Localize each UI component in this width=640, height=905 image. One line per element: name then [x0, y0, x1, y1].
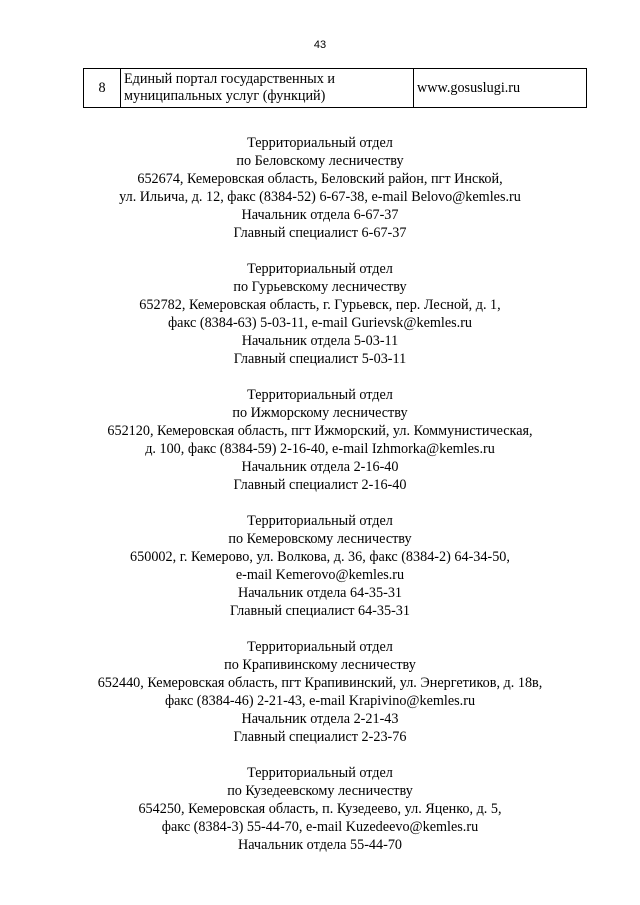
office-head-phone: Начальник отдела 55-44-70	[237, 837, 403, 853]
office-forestry: по Кемеровскому лесничеству	[228, 531, 412, 547]
office-block	[0, 512, 640, 620]
office-block	[0, 638, 640, 746]
office-specialist-phone: Главный специалист 64-35-31	[230, 603, 410, 619]
office-contacts: ул. Ильича, д. 12, факс (8384-52) 6-67-38, e-mail Belovo@kemles.ru	[119, 189, 521, 205]
office-address: 652120, Кемеровская область, пгт Ижморский, ул. Коммунистическая,	[107, 423, 533, 439]
office-block	[0, 260, 640, 368]
row-number: 8	[84, 69, 121, 108]
office-title: Территориальный отдел	[247, 639, 393, 655]
office-forestry: по Ижморскому лесничеству	[232, 405, 408, 421]
service-table	[83, 68, 587, 108]
office-block	[0, 764, 640, 854]
office-specialist-phone: Главный специалист 2-23-76	[233, 729, 407, 745]
office-contacts: факс (8384-63) 5-03-11, e-mail Gurievsk@kemles.ru	[167, 315, 473, 331]
office-forestry: по Крапивинскому лесничеству	[224, 657, 416, 673]
office-address: 654250, Кемеровская область, п. Кузедеево, ул. Яценко, д. 5,	[138, 801, 502, 817]
office-contacts: факс (8384-3) 55-44-70, e-mail Kuzedeevo@kemles.ru	[161, 819, 479, 835]
office-contacts: e-mail Kemerovo@kemles.ru	[235, 567, 405, 583]
office-address: 652440, Кемеровская область, пгт Крапивинский, ул. Энергетиков, д. 18в,	[97, 675, 543, 691]
office-title: Территориальный отдел	[247, 765, 393, 781]
office-specialist-phone: Главный специалист 5-03-11	[233, 351, 407, 367]
office-contacts: д. 100, факс (8384-59) 2-16-40, e-mail Izhmorka@kemles.ru	[145, 441, 495, 457]
service-name	[121, 69, 414, 108]
service-name-line: муниципальных услуг (функций)	[124, 88, 326, 104]
service-name-line: Единый портал государственных и	[124, 71, 335, 87]
office-title: Территориальный отдел	[247, 135, 393, 151]
office-specialist-phone: Главный специалист 2-16-40	[233, 477, 407, 493]
office-forestry: по Гурьевскому лесничеству	[233, 279, 407, 295]
office-head-phone: Начальник отдела 2-21-43	[241, 711, 399, 727]
office-head-phone: Начальник отдела 6-67-37	[241, 207, 399, 223]
table-row	[84, 69, 587, 108]
office-title: Территориальный отдел	[247, 513, 393, 529]
office-head-phone: Начальник отдела 64-35-31	[237, 585, 403, 601]
office-contacts: факс (8384-46) 2-21-43, e-mail Krapivino@kemles.ru	[164, 693, 476, 709]
office-block	[0, 386, 640, 494]
office-title: Территориальный отдел	[247, 261, 393, 277]
office-forestry: по Кузедеевскому лесничеству	[227, 783, 413, 799]
page-number: 43	[313, 39, 327, 51]
office-title: Территориальный отдел	[247, 387, 393, 403]
office-forestry: по Беловскому лесничеству	[236, 153, 404, 169]
office-head-phone: Начальник отдела 2-16-40	[241, 459, 399, 475]
office-address: 650002, г. Кемерово, ул. Волкова, д. 36, факс (8384-2) 64-34-50,	[130, 549, 510, 565]
office-block	[0, 134, 640, 242]
office-head-phone: Начальник отдела 5-03-11	[241, 333, 399, 349]
offices-list	[0, 134, 640, 872]
service-url[interactable]: www.gosuslugi.ru	[414, 69, 587, 108]
office-address: 652674, Кемеровская область, Беловский район, пгт Инской,	[137, 171, 503, 187]
office-address: 652782, Кемеровская область, г. Гурьевск, пер. Лесной, д. 1,	[139, 297, 501, 313]
office-specialist-phone: Главный специалист 6-67-37	[233, 225, 407, 241]
